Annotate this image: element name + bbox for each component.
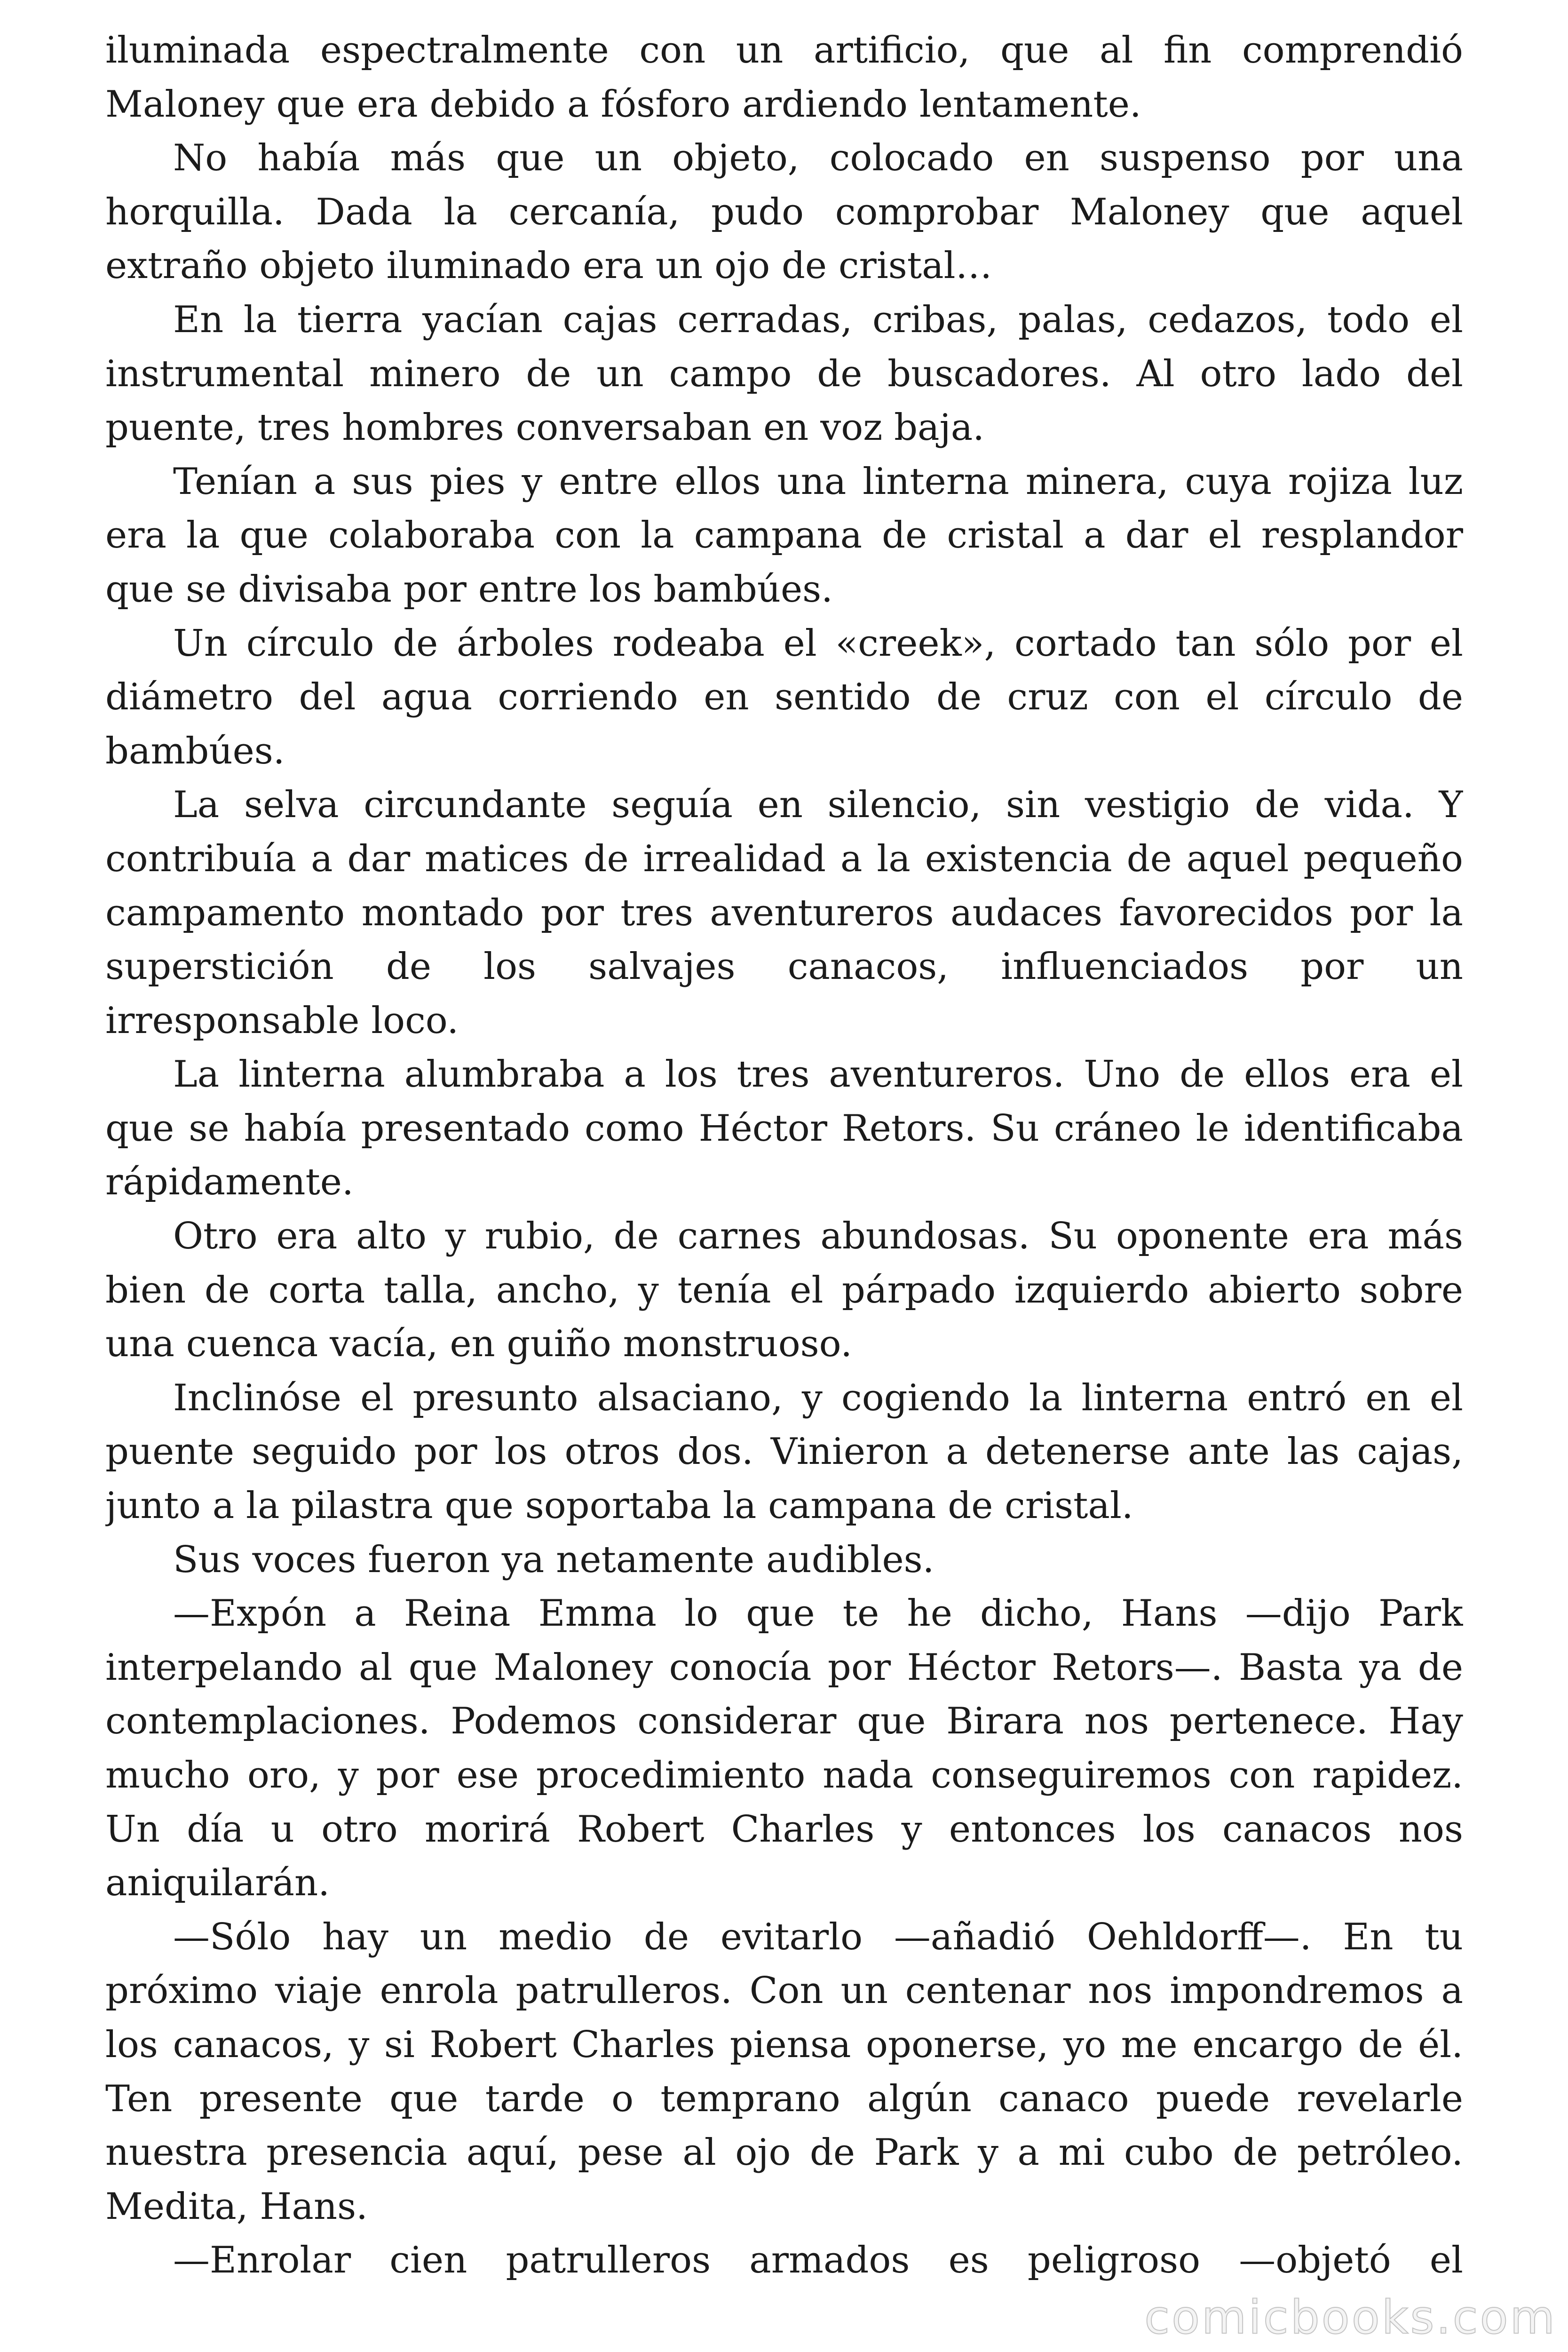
text-line: contribuía a dar matices de irrealidad a la existencia de aquel pequeño <box>105 837 1463 880</box>
text-line: junto a la pilastra que soportaba la campana de cristal. <box>105 1485 1133 1527</box>
text-line: rápidamente. <box>105 1161 354 1204</box>
dialogue-paragraph <box>105 1910 1463 2234</box>
text-line: extraño objeto iluminado era un ojo de cristal… <box>105 245 992 287</box>
text-line: era la que colaboraba con la campana de cristal a dar el resplandor <box>105 514 1463 557</box>
text-line: Sus voces fueron ya netamente audibles. <box>173 1538 934 1581</box>
text-line: horquilla. Dada la cercanía, pudo comprobar Maloney que aquel <box>105 191 1463 233</box>
paragraph <box>105 1371 1463 1533</box>
text-line: una cuenca vacía, en guiño monstruoso. <box>105 1323 853 1366</box>
text-line: que se había presentado como Héctor Retors. Su cráneo le identificaba <box>105 1107 1463 1150</box>
paragraph <box>105 778 1463 1048</box>
text-line: Un círculo de árboles rodeaba el «creek», cortado tan sólo por el <box>173 622 1463 665</box>
text-line: diámetro del agua corriendo en sentido de cruz con el círculo de <box>105 676 1463 719</box>
text-line: interpelando al que Maloney conocía por Héctor Retors—. Basta ya de <box>105 1646 1463 1689</box>
text-line: instrumental minero de un campo de buscadores. Al otro lado del <box>105 352 1463 395</box>
text-line: los canacos, y si Robert Charles piensa oponerse, yo me encargo de él. <box>105 2023 1463 2066</box>
text-line: superstición de los salvajes canacos, influenciados por un <box>105 946 1463 988</box>
paragraph <box>105 131 1463 293</box>
text-line: mucho oro, y por ese procedimiento nada conseguiremos con rapidez. <box>105 1754 1463 1796</box>
text-line: En la tierra yacían cajas cerradas, cribas, palas, cedazos, todo el <box>173 298 1463 341</box>
paragraph <box>105 617 1463 779</box>
paragraph <box>105 293 1463 455</box>
text-line: —Expón a Reina Emma lo que te he dicho, Hans —dijo Park <box>173 1592 1463 1635</box>
text-line: bambúes. <box>105 730 285 772</box>
text-line: Un día u otro morirá Robert Charles y entonces los canacos nos <box>105 1808 1463 1851</box>
text-line: La linterna alumbraba a los tres aventureros. Uno de ellos era el <box>173 1053 1463 1096</box>
text-line: Otro era alto y rubio, de carnes abundosas. Su oponente era más <box>173 1215 1463 1258</box>
text-line: Inclinóse el presunto alsaciano, y cogiendo la linterna entró en el <box>173 1376 1463 1419</box>
book-page-text <box>105 24 1463 2288</box>
text-line: iluminada espectralmente con un artificio, que al fin comprendió <box>105 29 1463 72</box>
text-line: Ten presente que tarde o temprano algún canaco puede revelarle <box>105 2077 1463 2120</box>
text-line: No había más que un objeto, colocado en suspenso por una <box>173 137 1463 180</box>
text-line: aniquilarán. <box>105 1862 330 1905</box>
dialogue-paragraph <box>105 2233 1463 2288</box>
text-line: campamento montado por tres aventureros audaces favorecidos por la <box>105 891 1463 934</box>
text-line: —Sólo hay un medio de evitarlo —añadió Oehldorff—. En tu <box>173 1915 1463 1958</box>
text-line: contemplaciones. Podemos considerar que Birara nos pertenece. Hay <box>105 1700 1463 1743</box>
text-line: Tenían a sus pies y entre ellos una linterna minera, cuya rojiza luz <box>173 460 1463 503</box>
text-line: puente, tres hombres conversaban en voz baja. <box>105 406 985 449</box>
paragraph <box>105 1533 1463 1587</box>
text-line: que se divisaba por entre los bambúes. <box>105 568 833 611</box>
text-line: irresponsable loco. <box>105 999 459 1042</box>
text-line: puente seguido por los otros dos. Vinieron a detenerse ante las cajas, <box>105 1430 1463 1473</box>
paragraph <box>105 1209 1463 1371</box>
text-line: La selva circundante seguía en silencio, sin vestigio de vida. Y <box>173 784 1463 826</box>
dialogue-paragraph <box>105 1587 1463 1910</box>
paragraph <box>105 24 1463 131</box>
text-line: Maloney que era debido a fósforo ardiendo lentamente. <box>105 83 1141 126</box>
text-line: bien de corta talla, ancho, y tenía el párpado izquierdo abierto sobre <box>105 1269 1463 1311</box>
paragraph <box>105 455 1463 617</box>
text-line: nuestra presencia aquí, pese al ojo de Park y a mi cubo de petróleo. <box>105 2131 1463 2174</box>
text-line: —Enrolar cien patrulleros armados es peligroso —objetó el <box>173 2239 1463 2282</box>
paragraph <box>105 1048 1463 1209</box>
watermark: comicbooks.com <box>1144 2291 1557 2344</box>
text-line: próximo viaje enrola patrulleros. Con un centenar nos impondremos a <box>105 1970 1463 2012</box>
text-line: Medita, Hans. <box>105 2185 368 2228</box>
